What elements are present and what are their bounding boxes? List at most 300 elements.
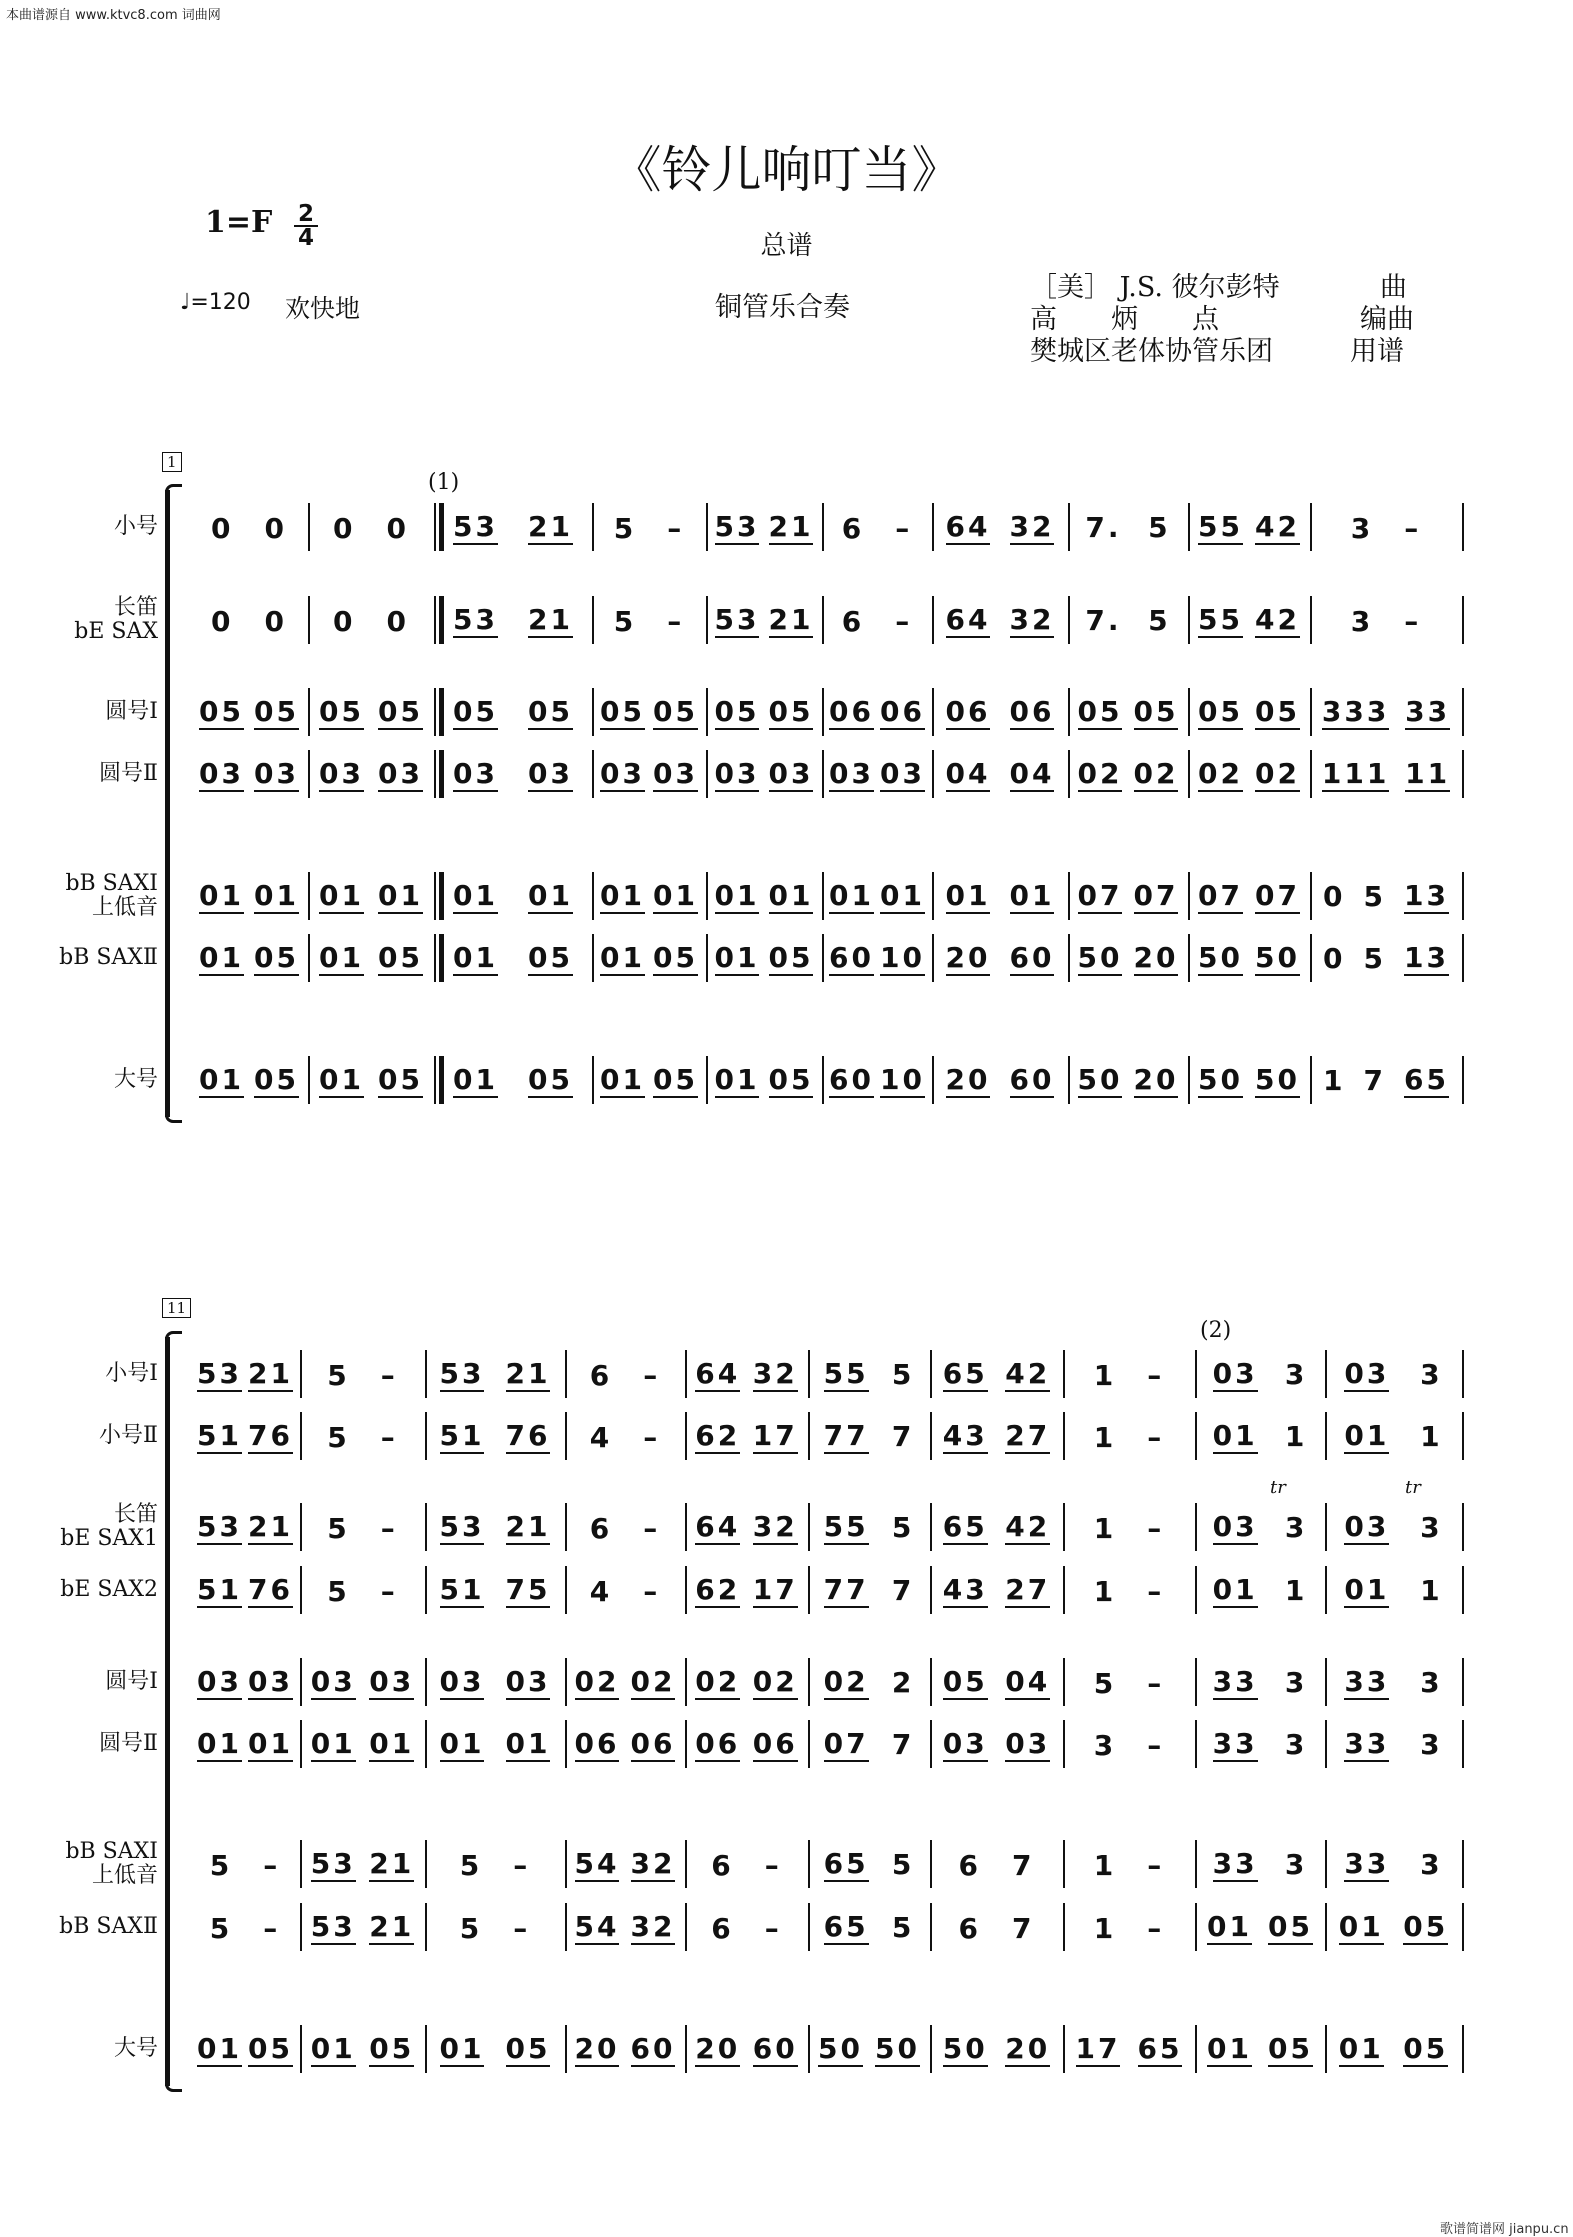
note-group: 01 <box>1338 2031 1384 2065</box>
note-group: 05 <box>254 1062 299 1096</box>
note-group: 6 – <box>711 1849 782 1882</box>
instrument-name-line: 上低音 <box>91 895 158 920</box>
note-group: 32 <box>752 1356 798 1390</box>
instrument-name <box>114 2037 158 2061</box>
note-group: 03 <box>254 756 299 790</box>
note-group: 01 <box>1344 1572 1390 1606</box>
note-group: 55 <box>823 1509 869 1543</box>
barline <box>1068 872 1070 920</box>
barline <box>1462 872 1464 920</box>
note-group: 06 <box>945 694 991 728</box>
note-group: 50 <box>1255 1062 1300 1096</box>
note-group: 60 <box>1009 940 1055 974</box>
measure <box>429 1352 561 1396</box>
measure <box>596 936 702 980</box>
note-group: 5 – <box>209 1849 281 1882</box>
measure <box>1314 598 1458 642</box>
barline <box>1462 688 1464 736</box>
barline <box>592 596 594 644</box>
system-bracket <box>165 490 170 1117</box>
measure <box>1072 690 1184 734</box>
measure <box>194 598 304 642</box>
measure <box>312 1058 430 1102</box>
measure <box>312 598 430 642</box>
note-group: 01 <box>528 878 573 912</box>
measure <box>304 1414 421 1458</box>
note-group: 6 – <box>841 605 913 638</box>
measure <box>1192 752 1306 796</box>
barline <box>565 1903 567 1951</box>
note-group: 03 <box>1212 1356 1258 1390</box>
measure <box>689 1842 804 1886</box>
barline <box>1063 1412 1065 1460</box>
note-group: 53 <box>197 1509 242 1543</box>
note-group: 05 <box>378 940 423 974</box>
barline <box>685 1720 687 1768</box>
instrument-name-line: 上低音 <box>91 1863 158 1888</box>
barline <box>1188 750 1190 798</box>
note-group: 01 <box>880 878 925 912</box>
note-group: 5 <box>891 1847 915 1881</box>
barline <box>1325 1658 1327 1706</box>
barline <box>1068 596 1070 644</box>
barline <box>932 503 934 551</box>
note-group: 55 <box>1198 602 1243 636</box>
note-group: 07 <box>823 1726 869 1760</box>
note-group: 3 <box>1284 1357 1308 1391</box>
measure <box>689 1505 804 1549</box>
note-group: 42 <box>1255 602 1300 636</box>
note-group: 1 – <box>1093 1421 1165 1454</box>
barline <box>1195 1658 1197 1706</box>
measure <box>936 752 1064 796</box>
barline <box>822 872 824 920</box>
barline <box>932 872 934 920</box>
note-group: 03 <box>319 756 364 790</box>
barline <box>1462 1720 1464 1768</box>
instrument-name-line: 小号 <box>113 514 158 539</box>
note-group: 64 <box>945 602 991 636</box>
note-group: 1 <box>1323 1063 1346 1097</box>
note-group: 43 <box>942 1418 988 1452</box>
note-group: 53 <box>453 602 498 636</box>
note-group: 51 <box>197 1418 242 1452</box>
barline <box>308 503 310 551</box>
barline <box>425 1503 427 1551</box>
measure <box>429 1505 561 1549</box>
measure <box>304 2027 421 2071</box>
measure <box>312 936 430 980</box>
note-group: 33 <box>1344 1664 1390 1698</box>
note-group: 03 <box>653 756 698 790</box>
note-group: 333 <box>1321 694 1390 728</box>
measure <box>1329 1905 1458 1949</box>
measure <box>1329 1505 1458 1549</box>
measure <box>569 1722 681 1766</box>
barline <box>930 1720 932 1768</box>
note-group: 65 <box>1404 1062 1449 1096</box>
barline <box>932 1056 934 1104</box>
barline <box>565 1658 567 1706</box>
note-group: 05 <box>653 1062 698 1096</box>
barline <box>425 1903 427 1951</box>
watermark-top: 本曲谱源自 www.ktvc8.com 词曲网 <box>6 8 221 23</box>
measure <box>934 1905 1059 1949</box>
barline <box>1068 1056 1070 1104</box>
barline <box>434 872 436 920</box>
measure <box>936 598 1064 642</box>
measure <box>596 752 702 796</box>
note-group: 50 <box>1255 940 1300 974</box>
barline <box>1195 1720 1197 1768</box>
note-group: 54 <box>574 1846 620 1880</box>
note-group: 50 <box>1077 940 1123 974</box>
note-group: 03 <box>714 756 760 790</box>
watermark-bottom: 歌谱简谱网 jianpu.cn <box>1440 2222 1569 2237</box>
barline <box>300 1503 302 1551</box>
note-group: 03 <box>369 1664 415 1698</box>
measure <box>429 1660 561 1704</box>
note-group: 01 <box>453 940 498 974</box>
repeat-barline <box>439 688 444 736</box>
note-group: 5 <box>891 1510 915 1544</box>
note-group: 1 <box>1420 1419 1443 1453</box>
note-group: 65 <box>823 1909 869 1943</box>
note-group: 02 <box>695 1664 741 1698</box>
barline <box>1063 1503 1065 1551</box>
note-group: 04 <box>1005 1664 1051 1698</box>
note-group: 03 <box>505 1664 551 1698</box>
note-group: 3 <box>1420 1510 1443 1544</box>
measure <box>1314 874 1458 918</box>
measure <box>194 1352 296 1396</box>
note-group: 33 <box>1212 1726 1258 1760</box>
instrument-name-line: 大号 <box>113 1067 158 1092</box>
instrument-name <box>114 1068 158 1092</box>
note-group: 05 <box>942 1664 988 1698</box>
key-signature: 1=F <box>205 205 273 240</box>
barline <box>808 2025 810 2073</box>
note-group: 3 – <box>1350 605 1422 638</box>
measure <box>312 505 430 549</box>
note-group: 01 <box>453 878 498 912</box>
note-group: 77 <box>823 1418 869 1452</box>
note-group: 01 <box>1207 2031 1252 2065</box>
instrument-name-line: 圆号Ⅱ <box>99 1731 158 1756</box>
measure <box>304 1722 421 1766</box>
note-group: 05 <box>378 694 423 728</box>
note-group: 13 <box>1404 940 1449 974</box>
note-group: 01 <box>829 878 874 912</box>
note-group: 10 <box>880 940 925 974</box>
measure <box>194 505 304 549</box>
measure <box>429 2027 561 2071</box>
note-group: 42 <box>1255 509 1300 543</box>
measure <box>1314 690 1458 734</box>
instrument-name-line: 小号Ⅱ <box>99 1423 158 1448</box>
measure <box>1314 1058 1458 1102</box>
note-group: 03 <box>197 1664 242 1698</box>
note-group: 03 <box>942 1726 988 1760</box>
note-group: 50 <box>1198 940 1243 974</box>
barline <box>822 503 824 551</box>
note-group: 65 <box>823 1846 869 1880</box>
barline <box>308 688 310 736</box>
note-group: 7 <box>891 1419 915 1453</box>
note-group: 05 <box>1403 2031 1449 2065</box>
barline <box>1310 1056 1312 1104</box>
note-group: 05 <box>653 694 698 728</box>
credit-arranger-name: 高 炳 点 <box>1030 304 1219 335</box>
measure <box>569 1505 681 1549</box>
note-group: 3 <box>1420 1357 1443 1391</box>
note-group: 01 <box>310 1726 356 1760</box>
barline <box>565 1412 567 1460</box>
measure <box>1072 1058 1184 1102</box>
measure <box>569 1660 681 1704</box>
note-group: 7 <box>891 1727 915 1761</box>
note-group: 64 <box>945 509 991 543</box>
note-group: 06 <box>752 1726 798 1760</box>
note-group: 20 <box>695 2031 741 2065</box>
measure <box>1199 1842 1321 1886</box>
measure <box>429 1414 561 1458</box>
measure <box>1067 1842 1191 1886</box>
barline <box>425 1840 427 1888</box>
barline <box>685 1566 687 1614</box>
barline <box>1462 1350 1464 1398</box>
note-group: 62 <box>695 1418 741 1452</box>
instrument-name-line: bE SAX2 <box>60 1577 158 1602</box>
measure <box>1199 1414 1321 1458</box>
note-group: 05 <box>1077 694 1123 728</box>
note-group: 05 <box>1268 1909 1313 1943</box>
note-group: 60 <box>829 1062 874 1096</box>
note-group: 7 <box>1363 1063 1386 1097</box>
measure <box>1192 936 1306 980</box>
measure <box>710 690 818 734</box>
measure <box>1199 1722 1321 1766</box>
note-group: 5 – <box>327 1421 398 1454</box>
note-group: 17 <box>752 1572 798 1606</box>
measure <box>194 1905 296 1949</box>
note-group: 03 <box>1344 1509 1390 1543</box>
note-group: 4 – <box>589 1421 661 1454</box>
note-group: 01 <box>945 878 991 912</box>
measure <box>826 690 928 734</box>
barline <box>685 1658 687 1706</box>
note-group: 01 <box>653 878 698 912</box>
note-group: 0 0 <box>211 605 287 638</box>
barline <box>1325 1903 1327 1951</box>
note-group: 0 0 <box>211 512 287 545</box>
note-group: 3 <box>1284 1727 1308 1761</box>
note-group: 20 <box>574 2031 620 2065</box>
note-group: 64 <box>695 1356 741 1390</box>
measure <box>1329 1722 1458 1766</box>
note-group: 5 – <box>327 1512 398 1545</box>
note-group: 6 7 <box>958 1912 1035 1945</box>
barline <box>300 1350 302 1398</box>
note-group: 76 <box>505 1418 551 1452</box>
instrument-name <box>99 1424 158 1448</box>
note-group: 01 <box>199 878 244 912</box>
measure <box>429 1568 561 1612</box>
note-group: 64 <box>695 1509 741 1543</box>
note-group: 01 <box>199 940 244 974</box>
barline <box>1325 1840 1327 1888</box>
barline <box>685 1840 687 1888</box>
barline <box>300 1720 302 1768</box>
barline <box>425 1720 427 1768</box>
note-group: 5 <box>1363 941 1386 975</box>
subtitle: 总谱 <box>760 231 813 261</box>
repeat-barline <box>439 503 444 551</box>
credit-user-role: 用谱 <box>1350 336 1404 367</box>
instrument-name-line: 长笛 <box>113 595 158 620</box>
barline <box>808 1658 810 1706</box>
measure <box>710 936 818 980</box>
note-group: 50 <box>942 2031 988 2065</box>
measure <box>1192 874 1306 918</box>
note-group: 03 <box>829 756 874 790</box>
note-group: 05 <box>714 694 760 728</box>
measure <box>194 874 304 918</box>
measure <box>689 1905 804 1949</box>
measure <box>1072 752 1184 796</box>
expression-marking: 欢快地 <box>285 294 361 323</box>
barline <box>300 2025 302 2073</box>
measure <box>689 1568 804 1612</box>
measure <box>596 690 702 734</box>
barline <box>300 1566 302 1614</box>
note-group: 7 <box>891 1573 915 1607</box>
barline <box>685 2025 687 2073</box>
note-group: 01 <box>1338 1909 1384 1943</box>
note-group: 11 <box>1405 756 1451 790</box>
measure <box>1329 1842 1458 1886</box>
rehearsal-number: 1 <box>162 452 182 472</box>
measure <box>1314 505 1458 549</box>
note-group: 3 <box>1284 1665 1308 1699</box>
note-group: 05 <box>1403 1909 1449 1943</box>
note-group: 03 <box>528 756 573 790</box>
repeat-barline <box>439 1056 444 1104</box>
barline <box>808 1720 810 1768</box>
barline <box>425 2025 427 2073</box>
measure <box>936 505 1064 549</box>
note-group: 05 <box>528 940 573 974</box>
instrument-name-line: 大号 <box>113 2036 158 2061</box>
measure <box>934 1414 1059 1458</box>
measure <box>1329 1660 1458 1704</box>
measure <box>826 874 928 918</box>
measure <box>194 1842 296 1886</box>
note-group: 03 <box>310 1664 356 1698</box>
note-group: 17 <box>752 1418 798 1452</box>
barline <box>565 1720 567 1768</box>
barline <box>822 1056 824 1104</box>
section-mark: (2) <box>1200 1318 1232 1343</box>
measure <box>1067 1722 1191 1766</box>
credit-user-name: 樊城区老体协管乐团 <box>1030 336 1273 367</box>
barline <box>822 596 824 644</box>
barline <box>1462 750 1464 798</box>
barline <box>434 1056 436 1104</box>
instrument-name <box>99 1732 158 1756</box>
measure <box>934 1352 1059 1396</box>
measure <box>710 874 818 918</box>
credit-composer-role: 曲 <box>1380 272 1407 303</box>
note-group: 03 <box>378 756 423 790</box>
note-group: 5 – <box>327 1575 398 1608</box>
barline <box>706 750 708 798</box>
measure <box>1072 505 1184 549</box>
barline <box>1325 1720 1327 1768</box>
instrument-name <box>114 515 158 539</box>
barline <box>1188 934 1190 982</box>
barline <box>1188 503 1190 551</box>
measure <box>1067 1352 1191 1396</box>
note-group: 32 <box>1009 509 1055 543</box>
barline <box>425 1658 427 1706</box>
note-group: 33 <box>1212 1846 1258 1880</box>
measure <box>689 1660 804 1704</box>
barline <box>592 1056 594 1104</box>
measure <box>438 505 588 549</box>
barline <box>1462 1503 1464 1551</box>
measure <box>812 1568 926 1612</box>
barline <box>300 1412 302 1460</box>
barline <box>300 1903 302 1951</box>
barline <box>592 750 594 798</box>
barline <box>308 1056 310 1104</box>
instrument-name-line: 小号Ⅰ <box>105 1361 158 1386</box>
repeat-barline <box>439 750 444 798</box>
measure <box>1072 874 1184 918</box>
note-group: 01 <box>319 1062 364 1096</box>
measure <box>826 936 928 980</box>
barline <box>1310 750 1312 798</box>
measure <box>1329 1352 1458 1396</box>
note-group: 3 <box>1284 1847 1308 1881</box>
credit-composer-name: ［美］ J.S. 彼尔彭特 <box>1030 272 1280 303</box>
note-group: 60 <box>630 2031 676 2065</box>
measure <box>1199 1505 1321 1549</box>
barline <box>592 872 594 920</box>
measure <box>429 1842 561 1886</box>
barline <box>1188 1056 1190 1104</box>
note-group: 03 <box>880 756 925 790</box>
barline <box>1195 2025 1197 2073</box>
note-group: 10 <box>880 1062 925 1096</box>
note-group: 01 <box>600 878 645 912</box>
note-group: 05 <box>254 694 299 728</box>
note-group: 50 <box>1198 1062 1243 1096</box>
measure <box>1199 1352 1321 1396</box>
barline <box>1063 1720 1065 1768</box>
barline <box>425 1566 427 1614</box>
measure <box>710 752 818 796</box>
barline <box>1462 1658 1464 1706</box>
note-group: 1 – <box>1093 1912 1165 1945</box>
note-group: 01 <box>714 940 760 974</box>
barline <box>822 934 824 982</box>
measure <box>689 1352 804 1396</box>
repeat-barline <box>439 872 444 920</box>
note-group: 01 <box>600 1062 645 1096</box>
measure <box>1329 1568 1458 1612</box>
